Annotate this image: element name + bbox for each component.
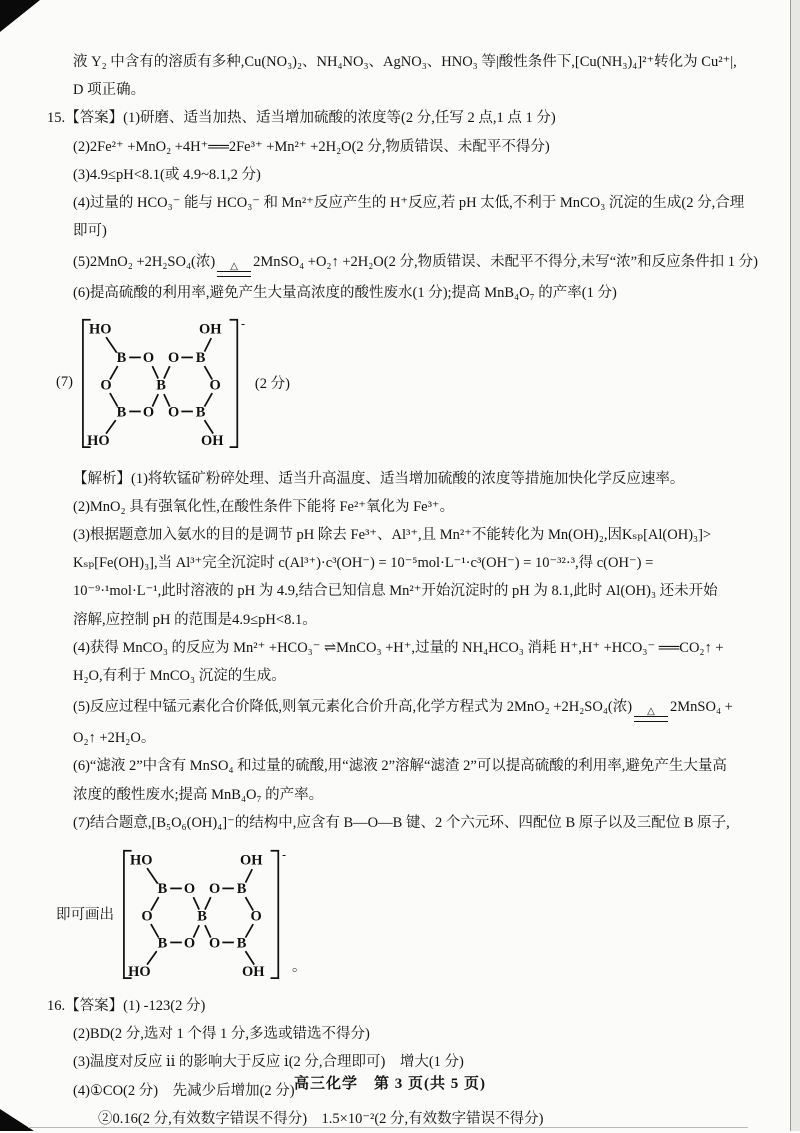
bracket-left — [83, 319, 91, 446]
structure-item-label: (7) — [56, 373, 73, 390]
double-bond-equals-bar — [217, 271, 251, 277]
delta-over-equals-sign — [217, 257, 251, 277]
answer-16-line-2: (2)BD(2 分,选对 1 个得 1 分,多选或错选不得分) — [73, 1026, 370, 1043]
atom-o-left: O — [141, 908, 153, 925]
analysis-15-line-9 — [0, 690, 792, 724]
bracket-left — [124, 851, 132, 978]
atom-o-upper-mid-right: O — [167, 349, 180, 366]
analysis-15-line-2: (2)MnO₂ 具有强氧化性,在酸性条件下能将 Fe²⁺氧化为 Fe³⁺。 — [73, 498, 455, 515]
atom-b-lower-left: B — [157, 935, 168, 952]
atom-ho-bottom-left: HO — [128, 964, 151, 981]
atom-b-center: B — [156, 376, 166, 393]
answer-16-line-4: (4)①CO(2 分) 先减少后增加(2 分) — [73, 1082, 295, 1099]
answer-16-heading-line — [0, 992, 792, 1020]
answer-16-line-5: ②0.16(2 分,有效数字错误不得分) 1.5×10⁻²(2 分,有效数字错误不得分) — [98, 1110, 544, 1127]
atom-b-center: B — [197, 908, 207, 925]
structure-score-label: (2 分) — [254, 375, 290, 392]
answer-15-line-2: (2)2Fe²⁺ +MnO₂ +4H⁺══2Fe³⁺ +Mn²⁺ +2H₂O(2 分,物质错误、未配平不得分) — [73, 138, 550, 155]
atom-oh-top-right: OH — [240, 852, 263, 869]
atom-o-right: O — [209, 376, 221, 393]
intro-line-2: D 项正确。 — [73, 82, 146, 99]
equation-5-left: (5)2MnO₂ +2H₂SO₄(浓) — [73, 254, 216, 271]
analysis-equation-5-left: (5)反应过程中锰元素化合价降低,则氧元素化合价升高,化学方程式为 2MnO₂ +2H₂SO₄(浓) — [73, 699, 633, 716]
scan-corner-mark-top-left — [0, 0, 40, 32]
answer-15-line-3: (3)4.9≤pH<8.1(或 4.9~8.1,2 分) — [73, 166, 261, 183]
atom-b-upper-left: B — [116, 349, 127, 366]
atom-o-upper-mid-right: O — [208, 881, 221, 898]
analysis-15-line-6: 溶解,应控制 pH 的范围是4.9≤pH<8.1。 — [73, 611, 317, 628]
atom-b-lower-right: B — [236, 935, 247, 952]
equation-5-right: 2MnSO₄ +O₂↑ +2H₂O(2 分,物质错误、未配平不得分,未写“浓”和反应条件扣 1 分) — [253, 254, 758, 271]
atom-o-lower-mid-right: O — [208, 935, 221, 952]
atom-o-lower-mid-left: O — [142, 403, 155, 420]
anion-charge-label: - — [282, 848, 287, 862]
atom-ho-bottom-left: HO — [87, 432, 110, 449]
borate-anion-structure-diagram — [77, 314, 249, 451]
atom-b-upper-right: B — [195, 349, 206, 366]
delta-condition-symbol: △ — [230, 261, 238, 273]
answer-15-line-4: (4)过量的 HCO₃⁻ 能与 HCO₃⁻ 和 Mn²⁺反应产生的 H⁺反应,若 pH 太低,不利于 MnCO₃ 沉淀的生成(2 分,合理 — [73, 195, 745, 212]
atom-oh-top-right: OH — [198, 320, 222, 337]
atom-o-lower-mid-left: O — [183, 935, 196, 952]
atom-ho-top-left: HO — [130, 852, 153, 869]
answer-16-line-1: 【答案】(1) -123(2 分) — [65, 998, 206, 1015]
answer-15-heading-line — [0, 104, 792, 132]
analysis-15-line-5: 10⁻⁹·¹mol·L⁻¹,此时溶液的 pH 为 4.9,结合已知信息 Mn²⁺开始沉淀时的 pH 为 8.1,此时 Al(OH)₃ 还未开始 — [73, 583, 718, 600]
analysis-15-line-1: 【解析】(1)将软锰矿粉碎处理、适当升高温度、适当增加硫酸的浓度等措施加快化学反应速率。 — [73, 470, 685, 487]
atom-o-upper-mid-left: O — [183, 881, 196, 898]
intro-line-1: 液 Y₂ 中含有的溶质有多种,Cu(NO₃)₂、NH₄NO₃、AgNO₃、HNO₃ 等|酸性条件下,[Cu(NH₃)₄]²⁺转化为 Cu²⁺|, — [73, 54, 737, 70]
page-content — [0, 48, 792, 1133]
delta-condition-symbol: △ — [647, 706, 655, 718]
analysis-15-line-13: (7)结合题意,[B₅O₆(OH)₄]⁻的结构中,应含有 B—O—B 键、2 个六元环、四配位 B 原子以及三配位 B 原子, — [73, 814, 730, 831]
atom-b-upper-right: B — [236, 881, 247, 898]
atom-oh-bottom-right: OH — [200, 432, 224, 449]
analysis-15-line-4: Kₛₚ[Fe(OH)₃],当 Al³⁺完全沉淀时 c(Al³⁺)·c³(OH⁻) = 10⁻⁵mol·L⁻¹·c³(OH⁻) = 10⁻³²·³,得 c(OH⁻) = — [73, 555, 654, 572]
atom-o-right: O — [250, 908, 262, 925]
answer-15-line-6: (6)提高硫酸的利用率,避免产生大量高浓度的酸性废水(1 分);提高 MnB₄O₇ 的产率(1 分) — [73, 285, 617, 302]
atom-o-left: O — [100, 376, 112, 393]
atom-ho-top-left: HO — [88, 320, 112, 337]
question-16-number: 16. — [47, 998, 66, 1015]
analysis-15-line-7: (4)获得 MnCO₃ 的反应为 Mn²⁺ +HCO₃⁻ ⇌MnCO₃ +H⁺,过量的 NH₄HCO₃ 消耗 H⁺,H⁺ +HCO₃⁻ ══CO₂↑ + — [73, 639, 724, 656]
atom-b-upper-left: B — [157, 881, 168, 898]
analysis-15-line-10: O₂↑ +2H₂O。 — [73, 730, 156, 747]
page-footer: 高三化学 第 3 页(共 5 页) — [294, 1076, 486, 1092]
analysis-15-line-8: H₂O,有利于 MnCO₃ 沉淀的生成。 — [73, 668, 286, 685]
analysis-15-line-12: 浓度的酸性废水;提高 MnB₄O₇ 的产率。 — [73, 786, 324, 803]
analysis-15-structure-row — [0, 845, 792, 982]
atom-oh-bottom-right: OH — [241, 964, 265, 981]
answer-15-line-1: 【答案】(1)研磨、适当加热、适当增加硫酸的浓度等(2 分,任写 2 点,1 点 1 分) — [65, 110, 556, 127]
atom-o-upper-mid-left: O — [142, 349, 155, 366]
answer-15-line-4-cont: 即可) — [73, 223, 107, 240]
delta-over-equals-sign — [634, 702, 668, 722]
analysis-15-line-3: (3)根据题意加入氨水的目的是调节 pH 除去 Fe³⁺、Al³⁺,且 Mn²⁺不能转化为 Mn(OH)₂,因Kₛₚ[Al(OH)₃]> — [73, 527, 712, 544]
borate-anion-structure-diagram — [118, 845, 290, 982]
bracket-right — [229, 319, 237, 446]
answer-15-line-5 — [0, 245, 792, 279]
answer-15-structure-row — [0, 314, 792, 451]
structure-end-punctuation: 。 — [292, 959, 307, 976]
anion-charge-label: - — [241, 317, 245, 331]
question-15-number: 15. — [47, 110, 66, 127]
bracket-right — [271, 851, 279, 978]
answer-16-line-3: (3)温度对反应 ⅱ 的影响大于反应 ⅰ(2 分,合理即可) 增大(1 分) — [73, 1054, 464, 1071]
structure-intro-label: 即可画出 — [56, 907, 114, 924]
analysis-equation-5-right: 2MnSO₄ + — [670, 699, 733, 716]
atom-b-lower-left: B — [116, 403, 127, 420]
double-bond-equals-bar — [634, 716, 668, 722]
analysis-15-line-11: (6)“滤液 2”中含有 MnSO₄ 和过量的硫酸,用“滤液 2”溶解“滤渣 2”可以提高硫酸的利用率,避免产生大量高 — [73, 758, 727, 775]
atom-b-lower-right: B — [195, 403, 206, 420]
atom-o-lower-mid-right: O — [167, 403, 180, 420]
